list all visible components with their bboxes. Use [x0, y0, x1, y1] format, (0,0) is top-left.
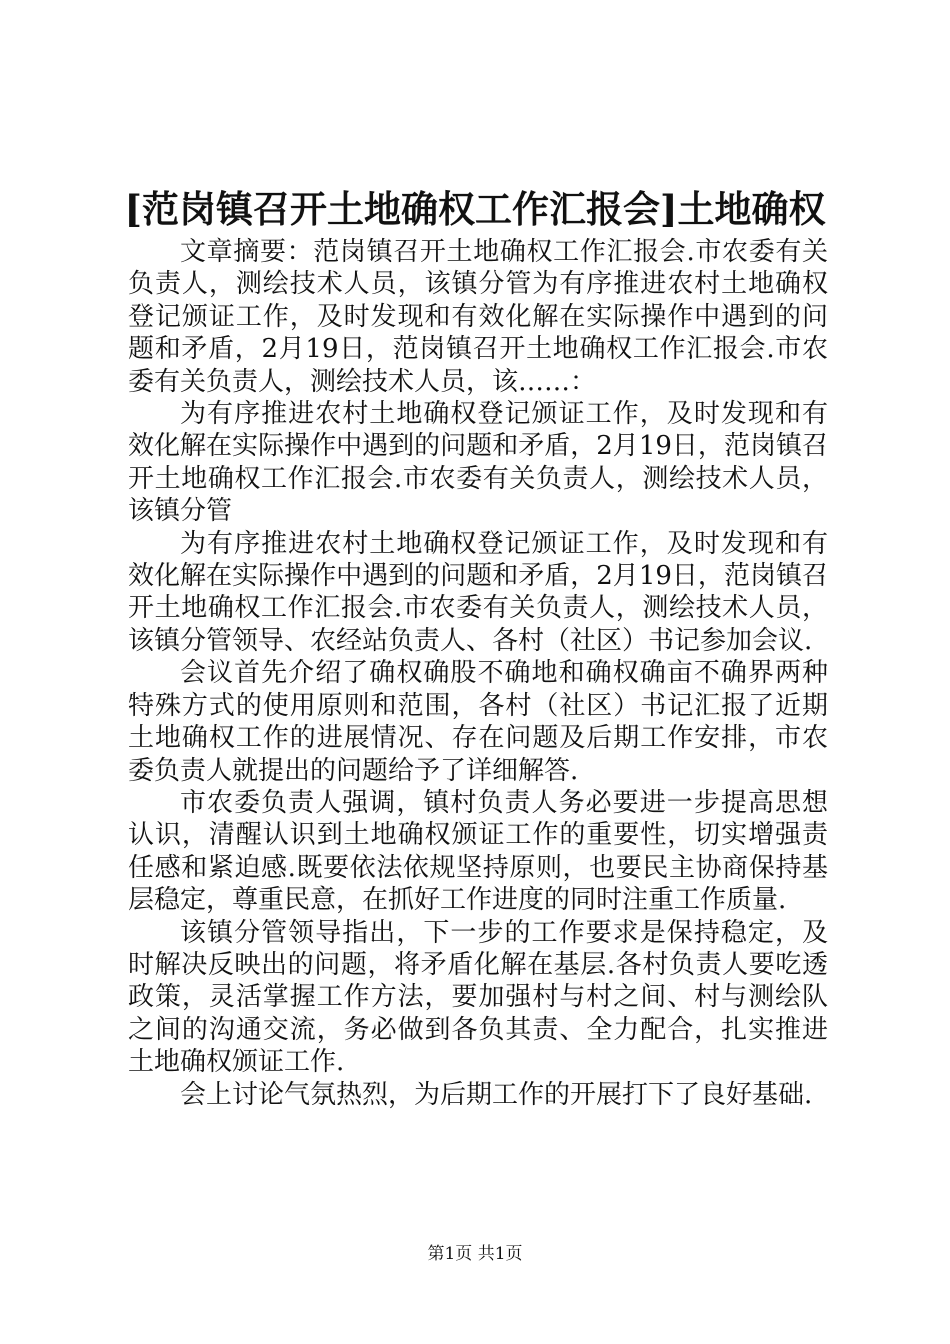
- paragraph: 会上讨论气氛热烈，为后期工作的开展打下了良好基础.: [180, 1079, 813, 1110]
- paragraph-abstract: 文章摘要：范岗镇召开土地确权工作汇报会.市农委有关负责人，测绘技术人员，该镇分管为有序推进农村土地确权登记颁证工作，及时发现和有效化解在实际操作中遇到的问题和矛盾，2月19日，范岗镇召开土地确权工作汇报会.市农委有关负责人，测绘技术人员，该……：: [128, 237, 828, 397]
- paragraph: 该镇分管领导指出，下一步的工作要求是保持稳定，及时解决反映出的问题，将矛盾化解在基层.各村负责人要吃透政策，灵活掌握工作方法，要加强村与村之间、村与测绘队之间的沟通交流，务必做到各负其责、全力配合，扎实推进土地确权颁证工作.: [128, 917, 828, 1078]
- paragraph: 会议首先介绍了确权确股不确地和确权确亩不确界两种特殊方式的使用原则和范围，各村（社区）书记汇报了近期土地确权工作的进展情况、存在问题及后期工作安排，市农委负责人就提出的问题给予了详细解答.: [128, 658, 828, 786]
- paragraph: 为有序推进农村土地确权登记颁证工作，及时发现和有效化解在实际操作中遇到的问题和矛盾，2月19日，范岗镇召开土地确权工作汇报会.市农委有关负责人，测绘技术人员，该镇分管领导、农经站负责人、各村（社区）书记参加会议.: [128, 528, 828, 656]
- paragraph: 市农委负责人强调，镇村负责人务必要进一步提高思想认识，清醒认识到土地确权颁证工作的重要性，切实增强责任感和紧迫感.既要依法依规坚持原则，也要民主协商保持基层稳定，尊重民意，在抓好工作进度的同时注重工作质量.: [128, 787, 828, 916]
- document-body: [128, 236, 828, 1111]
- paragraph: 为有序推进农村土地确权登记颁证工作，及时发现和有效化解在实际操作中遇到的问题和矛盾，2月19日，范岗镇召开土地确权工作汇报会.市农委有关负责人，测绘技术人员，该镇分管: [128, 399, 828, 527]
- document-title: [范岗镇召开土地确权工作汇报会]土地确权: [124, 187, 826, 231]
- page-footer: 第1页 共1页: [427, 1244, 523, 1264]
